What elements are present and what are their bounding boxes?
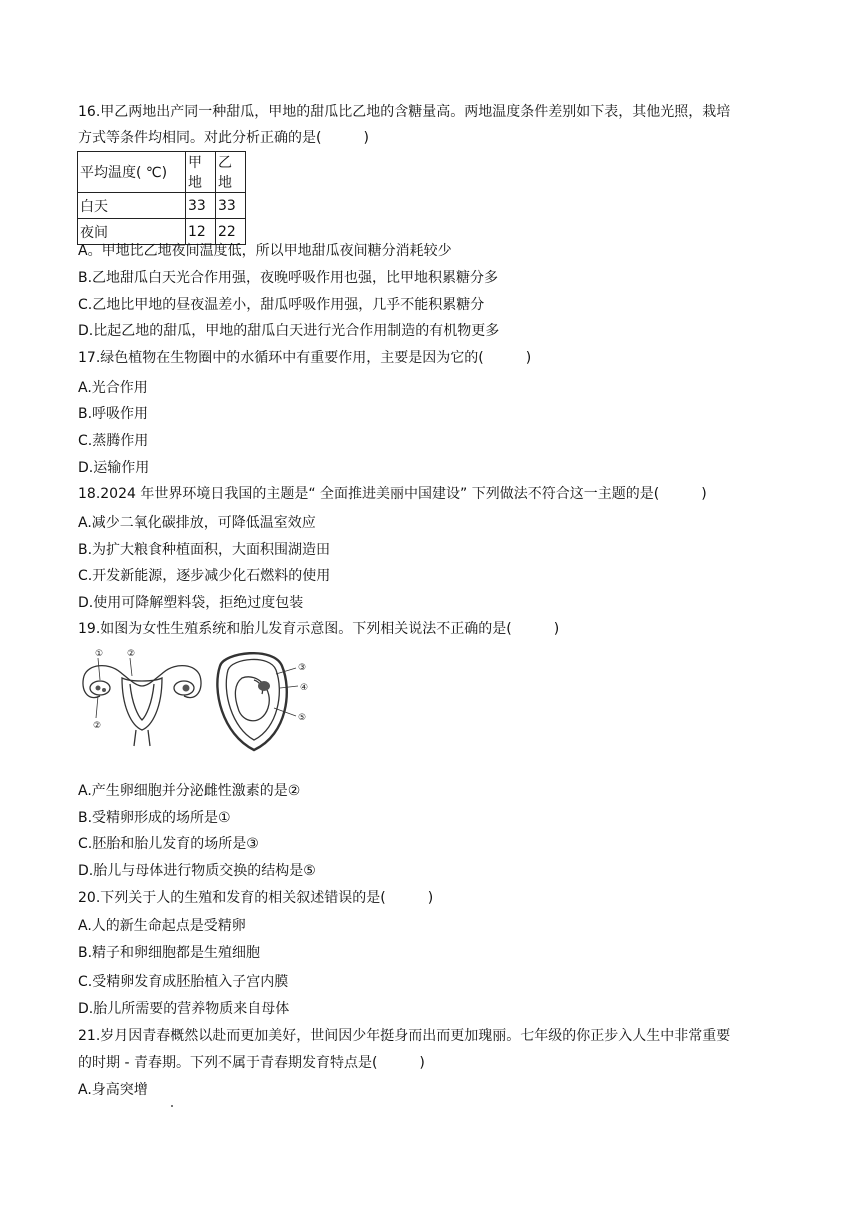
q18-option-d: D.使用可降解塑料袋，拒绝过度包装 <box>78 595 304 611</box>
q18-option-c: C.开发新能源，逐步减少化石燃料的使用 <box>78 568 331 584</box>
q19-option-a: A.产生卵细胞并分泌雌性激素的是② <box>78 783 301 799</box>
q20-stem: 20.下列关于人的生殖和发育的相关叙述错误的是( ) <box>78 890 434 906</box>
table-cell: 22 <box>216 219 246 245</box>
table-header-row <box>78 152 246 193</box>
q21-stem-line1: 21.岁月因青春概然以赴而更加美好，世间因少年挺身而出而更加瑰丽。七年级的你正步入人生中非常重要 <box>78 1028 731 1044</box>
q16-option-a: A。甲地比乙地夜间温度低，所以甲地甜瓜夜间糖分消耗较少 <box>78 243 452 259</box>
table-cell: 夜间 <box>78 219 186 245</box>
table-row <box>78 193 246 219</box>
q18-stem: 18.2024 年世界环境日我国的主题是“ 全面推进美丽中国建设” 下列做法不符合这一主题的是( ) <box>78 486 707 502</box>
ovum-dot <box>183 685 190 692</box>
q18-option-b: B.为扩大粮食种植面积，大面积围湖造田 <box>78 542 331 558</box>
figure-label: ① <box>95 649 104 659</box>
table-cell: 33 <box>186 193 216 219</box>
ovum-dot <box>96 686 101 691</box>
q18-option-a: A.减少二氧化碳排放，可降低温室效应 <box>78 515 316 531</box>
table-header-cell: 甲地 <box>186 152 216 193</box>
reproductive-system-figure <box>78 646 318 758</box>
vagina-lines <box>134 730 150 746</box>
q17-stem: 17.绿色植物在生物圈中的水循环中有重要作用，主要是因为它的( ) <box>78 350 532 366</box>
ovum-dot <box>102 688 106 692</box>
table-cell: 白天 <box>78 193 186 219</box>
q19-option-b: B.受精卵形成的场所是① <box>78 810 231 826</box>
figure-label: ② <box>127 649 136 659</box>
q21-option-a: A.身高突增 <box>78 1082 148 1098</box>
table-header-cell: 乙地 <box>216 152 246 193</box>
placenta-mark <box>258 681 270 691</box>
table-cell: 33 <box>216 193 246 219</box>
temperature-table <box>77 151 246 245</box>
q16-stem-line2: 方式等条件均相同。对此分析正确的是( ) <box>78 130 369 146</box>
figure-label: ③ <box>298 663 307 673</box>
q17-option-c: C.蒸腾作用 <box>78 433 149 449</box>
q19-option-d: D.胎儿与母体进行物质交换的结构是⑤ <box>78 863 316 879</box>
q20-option-b: B.精子和卵细胞都是生殖细胞 <box>78 945 261 961</box>
figure-label: ⑤ <box>298 713 307 723</box>
figure-label: ④ <box>300 683 309 693</box>
q17-option-b: B.呼吸作用 <box>78 406 149 422</box>
q17-option-a: A.光合作用 <box>78 380 148 396</box>
uterus-cavity-line <box>130 684 154 720</box>
amniotic-sac-shape <box>226 659 279 740</box>
q16-option-c: C.乙地比甲地的昼夜温差小，甜瓜呼吸作用强，几乎不能积累糖分 <box>78 297 485 313</box>
q20-option-c: C.受精卵发育成胚胎植入子宫内膜 <box>78 974 289 990</box>
table-cell: 12 <box>186 219 216 245</box>
q17-option-d: D.运输作用 <box>78 460 150 476</box>
q21-stem-line2: 的时期 - 青春期。下列不属于青春期发育特点是( ) <box>78 1055 425 1071</box>
page-speck <box>171 1105 173 1107</box>
q16-option-d: D.比起乙地的甜瓜，甲地的甜瓜白天进行光合作用制造的有机物更多 <box>78 323 500 339</box>
q20-option-a: A.人的新生命起点是受精卵 <box>78 918 246 934</box>
q20-option-d: D.胎儿所需要的营养物质来自母体 <box>78 1001 290 1017</box>
q19-stem: 19.如图为女性生殖系统和胎儿发育示意图。下列相关说法不正确的是( ) <box>78 621 560 637</box>
figure-label: ② <box>93 721 102 731</box>
q16-option-b: B.乙地甜瓜白天光合作用强，夜晚呼吸作用也强，比甲地积累糖分多 <box>78 270 499 286</box>
q19-option-c: C.胚胎和胎儿发育的场所是③ <box>78 836 259 852</box>
q16-stem-line1: 16.甲乙两地出产同一种甜瓜，甲地的甜瓜比乙地的含糖量高。两地温度条件差别如下表，其他光照，栽培 <box>78 104 731 120</box>
table-header-cell: 平均温度( ℃) <box>78 152 186 193</box>
